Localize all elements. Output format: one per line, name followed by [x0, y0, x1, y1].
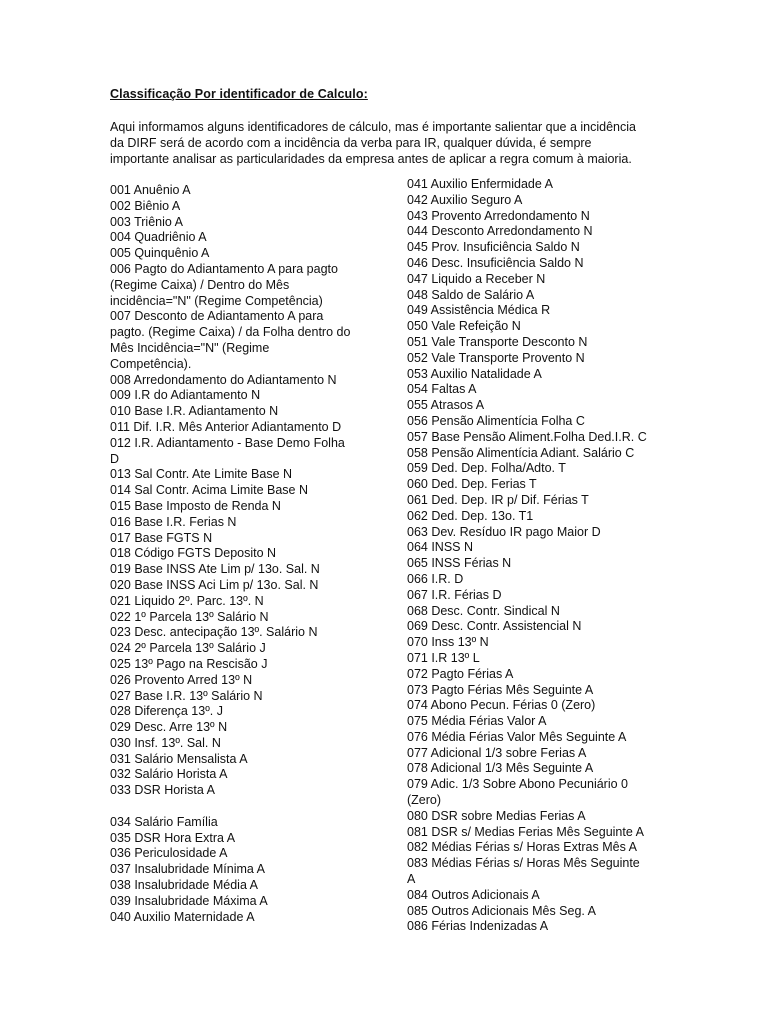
list-item: 027 Base I.R. 13º Salário N: [110, 688, 263, 703]
list-item: 004 Quadriênio A: [110, 230, 207, 245]
list-item: 074 Abono Pecun. Férias 0 (Zero): [407, 698, 596, 713]
list-item: 068 Desc. Contr. Sindical N: [407, 603, 560, 618]
list-item: 065 INSS Férias N: [407, 556, 512, 571]
list-item: 037 Insalubridade Mínima A: [110, 862, 265, 877]
list-item: 041 Auxilio Enfermidade A: [407, 177, 553, 191]
list-item: 072 Pagto Férias A: [407, 666, 514, 681]
list-item: A: [407, 872, 416, 887]
list-item: 061 Ded. Dep. IR p/ Dif. Férias T: [407, 492, 589, 507]
list-item: 018 Código FGTS Deposito N: [110, 546, 277, 561]
list-item: (Zero): [407, 793, 442, 808]
list-item: 083 Médias Férias s/ Horas Mês Seguinte: [407, 856, 640, 871]
list-item: 052 Vale Transporte Provento N: [407, 350, 585, 365]
list-item: 055 Atrasos A: [407, 398, 485, 413]
list-item: 005 Quinquênio A: [110, 246, 210, 261]
page-title: Classificação Por identificador de Calculo:: [110, 87, 368, 101]
list-item: 010 Base I.R. Adiantamento N: [110, 404, 279, 419]
list-item: 079 Adic. 1/3 Sobre Abono Pecuniário 0: [407, 777, 628, 792]
list-item: 076 Média Férias Valor Mês Seguinte A: [407, 729, 627, 744]
list-item: 034 Salário Família: [110, 814, 218, 829]
list-item: 019 Base INSS Ate Lim p/ 13o. Sal. N: [110, 562, 320, 577]
list-item: 081 DSR s/ Medias Ferias Mês Seguinte A: [407, 824, 644, 839]
list-item: 007 Desconto de Adiantamento A para: [110, 309, 324, 324]
list-item: Competência).: [110, 356, 192, 371]
list-item: 013 Sal Contr. Ate Limite Base N: [110, 467, 293, 482]
list-item: 057 Base Pensão Aliment.Folha Ded.I.R. C: [407, 429, 647, 444]
list-item: 009 I.R do Adiantamento N: [110, 388, 261, 403]
list-item: pagto. (Regime Caixa) / da Folha dentro do: [110, 325, 351, 340]
list-item: 035 DSR Hora Extra A: [110, 830, 236, 845]
list-item: 056 Pensão Alimentícia Folha C: [407, 413, 585, 428]
list-item: 012 I.R. Adiantamento - Base Demo Folha: [110, 435, 345, 450]
list-item: 063 Dev. Resíduo IR pago Maior D: [407, 524, 601, 539]
intro-paragraph: [110, 119, 670, 168]
list-item: 028 Diferença 13º. J: [110, 704, 223, 719]
list-item: 022 1º Parcela 13º Salário N: [110, 609, 269, 624]
list-item: 078 Adicional 1/3 Mês Seguinte A: [407, 761, 594, 776]
list-item: 059 Ded. Dep. Folha/Adto. T: [407, 461, 566, 476]
list-item: 024 2º Parcela 13º Salário J: [110, 641, 266, 656]
list-item: 008 Arredondamento do Adiantamento N: [110, 372, 337, 387]
list-item: 045 Prov. Insuficiência Saldo N: [407, 240, 580, 255]
intro-line: Aqui informamos alguns identificadores de cálculo, mas é importante salientar que a incidência: [110, 120, 636, 134]
list-item: 051 Vale Transporte Desconto N: [407, 334, 588, 349]
list-item: 060 Ded. Dep. Ferias T: [407, 477, 537, 492]
list-item: 021 Liquido 2º. Parc. 13º. N: [110, 593, 264, 608]
list-item: D: [110, 451, 120, 466]
list-item: 020 Base INSS Aci Lim p/ 13o. Sal. N: [110, 577, 319, 592]
list-item: 025 13º Pago na Rescisão J: [110, 656, 268, 671]
list-item: 062 Ded. Dep. 13o. T1: [407, 508, 534, 523]
list-item: (Regime Caixa) / Dentro do Mês: [110, 277, 290, 292]
list-item: 071 I.R 13º L: [407, 650, 480, 665]
list-item: 015 Base Imposto de Renda N: [110, 498, 281, 513]
list-item: 067 I.R. Férias D: [407, 587, 502, 602]
list-item: 014 Sal Contr. Acima Limite Base N: [110, 483, 309, 498]
list-item: 030 Insf. 13º. Sal. N: [110, 735, 221, 750]
list-item: 075 Média Férias Valor A: [407, 714, 547, 729]
list-item: 073 Pagto Férias Mês Seguinte A: [407, 682, 594, 697]
list-item: 077 Adicional 1/3 sobre Ferias A: [407, 745, 587, 760]
list-item: 043 Provento Arredondamento N: [407, 208, 590, 223]
list-item: 031 Salário Mensalista A: [110, 751, 248, 766]
list-item: 053 Auxilio Natalidade A: [407, 366, 542, 381]
list-item: 086 Férias Indenizadas A: [407, 919, 549, 934]
list-item: 049 Assistência Médica R: [407, 303, 551, 318]
identifier-list-left: [110, 183, 350, 925]
list-item: 084 Outros Adicionais A: [407, 887, 540, 902]
list-item: 006 Pagto do Adiantamento A para pagto: [110, 261, 338, 276]
intro-line: importante analisar as particularidades da empresa antes de aplicar a regra comum à maioria.: [110, 152, 632, 167]
list-item: 082 Médias Férias s/ Horas Extras Mês A: [407, 840, 637, 855]
intro-line: da DIRF será de acordo com a incidência da verba para IR, qualquer dúvida, é sempre: [110, 136, 592, 151]
list-item: 066 I.R. D: [407, 571, 464, 586]
list-item: 003 Triênio A: [110, 214, 183, 229]
list-item: 054 Faltas A: [407, 382, 477, 397]
list-item: 080 DSR sobre Medias Ferias A: [407, 808, 586, 823]
list-item: 070 Inss 13º N: [407, 635, 489, 650]
list-item: 023 Desc. antecipação 13º. Salário N: [110, 625, 318, 640]
list-item: 033 DSR Horista A: [110, 783, 215, 798]
list-item: 017 Base FGTS N: [110, 530, 213, 545]
list-item: 058 Pensão Alimentícia Adiant. Salário C: [407, 445, 635, 460]
list-item: 047 Liquido a Receber N: [407, 271, 546, 286]
list-item: 029 Desc. Arre 13º N: [110, 720, 228, 735]
identifier-list-right: [407, 177, 647, 935]
list-item: 069 Desc. Contr. Assistencial N: [407, 619, 582, 634]
list-item: 050 Vale Refeição N: [407, 319, 521, 334]
list-item: 039 Insalubridade Máxima A: [110, 893, 268, 908]
list-item: 016 Base I.R. Ferias N: [110, 514, 237, 529]
list-item: 036 Periculosidade A: [110, 846, 228, 861]
list-item: 042 Auxilio Seguro A: [407, 192, 523, 207]
list-item: 001 Anuênio A: [110, 183, 191, 197]
list-item: Mês Incidência="N" (Regime: [110, 340, 270, 355]
list-item: 040 Auxilio Maternidade A: [110, 909, 255, 924]
list-item: 044 Desconto Arredondamento N: [407, 224, 593, 239]
list-item: 046 Desc. Insuficiência Saldo N: [407, 255, 584, 270]
list-item: 038 Insalubridade Média A: [110, 878, 259, 893]
list-item: 026 Provento Arred 13º N: [110, 672, 253, 687]
list-item: 064 INSS N: [407, 540, 474, 555]
list-item: 085 Outros Adicionais Mês Seg. A: [407, 903, 596, 918]
list-item: 011 Dif. I.R. Mês Anterior Adiantamento D: [110, 419, 342, 434]
list-item: 048 Saldo de Salário A: [407, 287, 535, 302]
list-item: 032 Salário Horista A: [110, 767, 228, 782]
list-item: 002 Biênio A: [110, 198, 181, 213]
list-item: incidência="N" (Regime Competência): [110, 293, 323, 308]
